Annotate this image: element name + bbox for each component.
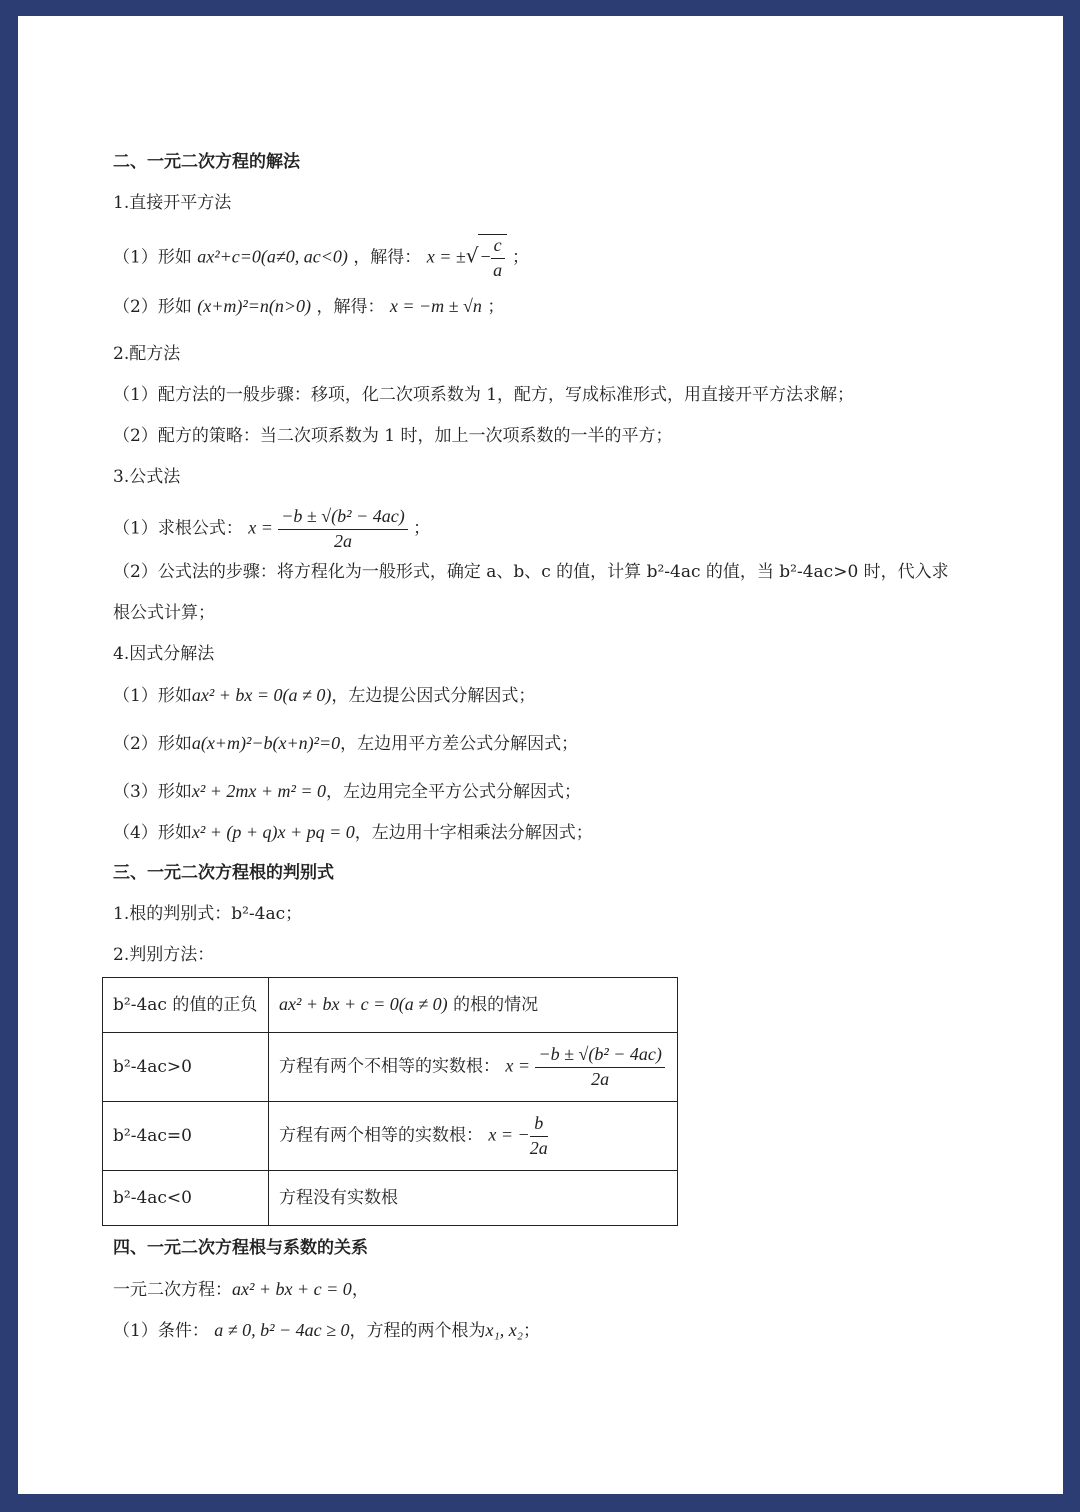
document-page [18, 16, 1063, 1494]
method-3-item-2-line-2: 根公式计算； [113, 603, 215, 623]
solution-left: x = [505, 1055, 531, 1076]
method-3-item-2-line-1: （2）公式法的步骤：将方程化为一般形式，确定 a、b、c 的值，计算 b²-4ac 的值，当 b²-4ac>0 时，代入求 [113, 562, 949, 582]
method-2-item-1: （1）配方法的一般步骤：移项，化二次项系数为 1，配方，写成标准形式，用直接开平方法求解； [113, 385, 855, 405]
item-prefix: （2）形如 [113, 297, 192, 317]
method-4-item-1 [113, 685, 535, 707]
equation: x² + 2mx + m² = 0 [191, 781, 327, 801]
header-suffix: 的根的情况 [447, 995, 539, 1016]
item-suffix: ，左边用十字相乘法分解因式； [354, 823, 593, 843]
fraction-numerator: c [491, 235, 505, 259]
discriminant-table [102, 977, 678, 1226]
sqrt-expression: √ − $\frac{c}{a}$ [466, 234, 507, 281]
item-suffix: ，左边用平方差公式分解因式； [340, 734, 579, 754]
result-cell [269, 1102, 678, 1171]
solution-left: x = ± [426, 246, 466, 267]
fraction-numerator: b [530, 1113, 548, 1137]
equation: (x+m)²=n(n>0) [197, 296, 312, 316]
discriminant-method-title: 2.判别方法： [113, 945, 215, 965]
solution-left: x = − [488, 1124, 530, 1145]
table-row [103, 1171, 678, 1226]
item-suffix: ，左边用完全平方公式分解因式； [326, 782, 582, 802]
item-mid: ，解得： [316, 297, 385, 317]
roots: x₁, x₂ [485, 1320, 524, 1340]
method-2-title: 2.配方法 [113, 344, 181, 364]
solution-fraction [535, 1044, 664, 1090]
condition-cell: b²-4ac=0 [103, 1102, 269, 1171]
fraction-denominator: 2a [591, 1068, 610, 1089]
method-3-title: 3.公式法 [113, 467, 181, 487]
fraction-numerator: −b ± √(b² − 4ac) [535, 1044, 664, 1068]
formula-denominator: 2a [334, 530, 352, 551]
result-text: 方程有两个不相等的实数根： [279, 1056, 500, 1077]
fraction [491, 235, 505, 281]
result-text: 方程有两个相等的实数根： [279, 1125, 483, 1146]
item-end: ； [487, 297, 505, 317]
item-prefix: （1）求根公式： [113, 518, 243, 539]
item-prefix: （1）形如 [113, 686, 192, 706]
method-3-item-1 [113, 506, 430, 552]
method-4-title: 4.因式分解法 [113, 644, 215, 664]
general-equation-line [113, 1279, 369, 1301]
formula-numerator: −b ± √(b² − 4ac) [278, 506, 407, 530]
equation: x² + (p + q)x + pq = 0 [191, 822, 355, 842]
section-2-title: 二、一元二次方程的解法 [113, 152, 300, 172]
method-4-item-3 [113, 781, 581, 803]
item-end: ； [523, 1321, 541, 1341]
result-cell: 方程没有实数根 [269, 1171, 678, 1226]
item-end: ， [351, 1280, 369, 1300]
table-row [103, 1102, 678, 1171]
equation: a(x+m)²−b(x+n)²=0 [191, 733, 341, 753]
method-4-item-4 [113, 822, 593, 844]
item-prefix: （1）条件： [113, 1321, 209, 1341]
section-4-title: 四、一元二次方程根与系数的关系 [113, 1238, 368, 1258]
equation: ax² + bx + c = 0 [232, 1279, 352, 1299]
condition-line [113, 1320, 540, 1342]
item-suffix: ，左边提公因式分解因式； [331, 686, 536, 706]
equation: ax²+c=0(a≠0, ac<0) [197, 246, 348, 267]
discriminant-definition: 1.根的判别式：b²-4ac； [113, 904, 303, 924]
method-4-item-2 [113, 733, 578, 755]
header-equation: ax² + bx + c = 0(a ≠ 0) [279, 994, 448, 1015]
item-prefix: （4）形如 [113, 823, 192, 843]
solution: x = −m ± √n [389, 296, 482, 316]
table-header-row [103, 978, 678, 1033]
table-row [103, 1033, 678, 1102]
item-end: ； [512, 247, 530, 268]
equation: ax² + bx = 0(a ≠ 0) [191, 685, 332, 705]
condition-equation: a ≠ 0, b² − 4ac ≥ 0 [214, 1320, 350, 1340]
formula-left: x = [248, 517, 273, 538]
result-cell [269, 1033, 678, 1102]
header-cell-condition: b²-4ac 的值的正负 [103, 978, 269, 1033]
method-1-title: 1.直接开平方法 [113, 193, 232, 213]
header-cell-roots [269, 978, 678, 1033]
item-mid: ，方程的两个根为 [349, 1321, 486, 1341]
item-prefix: （3）形如 [113, 782, 192, 802]
item-prefix: 一元二次方程： [113, 1280, 232, 1300]
method-2-item-2: （2）配方的策略：当二次项系数为 1 时，加上一次项系数的一半的平方； [113, 426, 673, 446]
item-prefix: （1）形如 [113, 247, 192, 268]
item-mid: ，解得： [353, 247, 422, 268]
item-prefix: （2）形如 [113, 734, 192, 754]
condition-cell: b²-4ac>0 [103, 1033, 269, 1102]
fraction-denominator: 2a [529, 1137, 548, 1158]
item-end: ； [413, 518, 431, 539]
method-1-item-1 [113, 234, 529, 281]
condition-cell: b²-4ac<0 [103, 1171, 269, 1226]
section-3-title: 三、一元二次方程根的判别式 [113, 863, 334, 883]
quadratic-formula [278, 506, 407, 552]
fraction-denominator: a [493, 259, 503, 280]
method-1-item-2 [113, 296, 504, 318]
solution-fraction [530, 1113, 548, 1159]
